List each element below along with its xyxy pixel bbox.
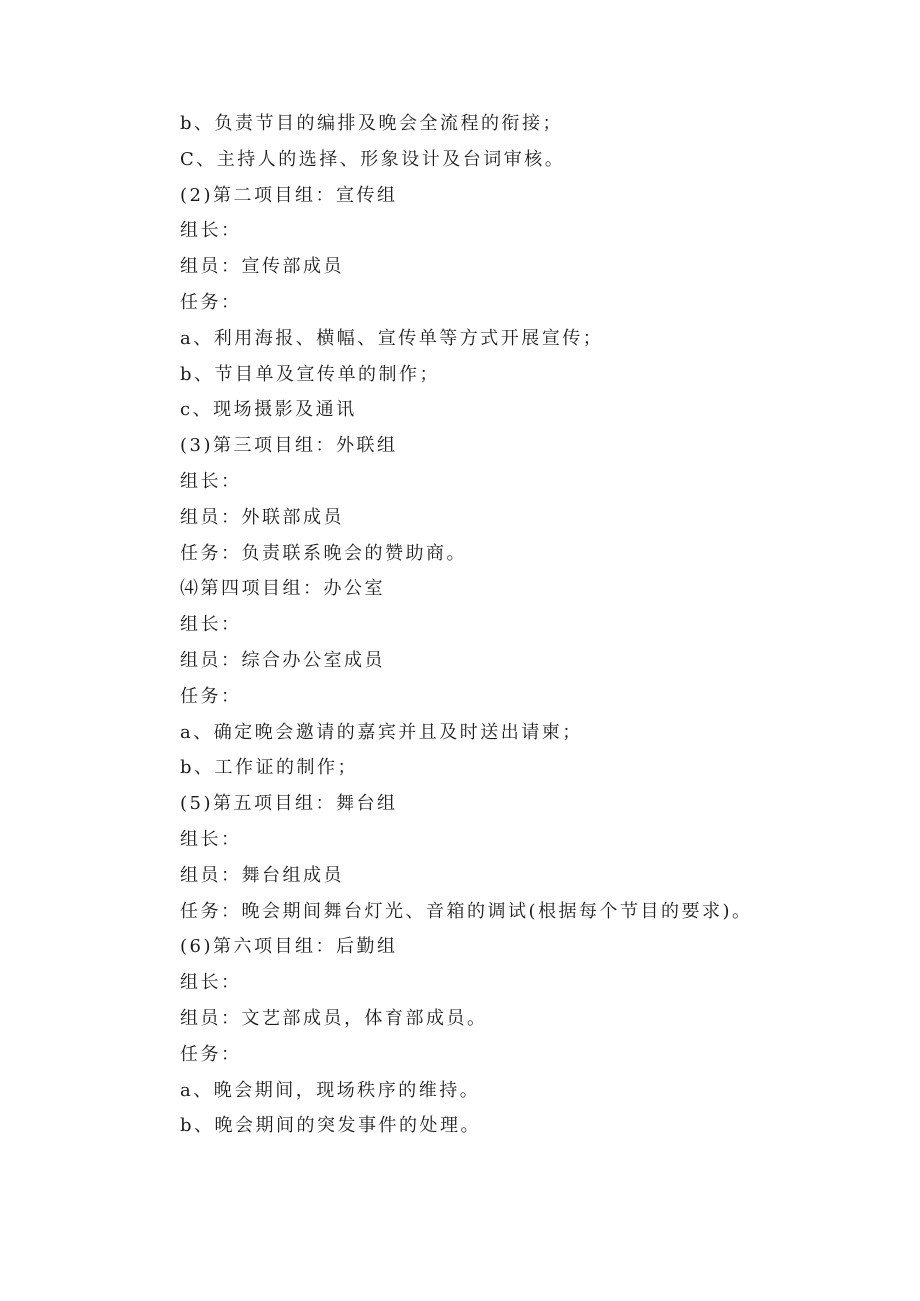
- task-item-b-work-pass: b、工作证的制作；: [180, 757, 359, 779]
- task-item-c-photography: c、现场摄影及通讯: [180, 399, 357, 421]
- task-item-b-emergencies: b、晚会期间的突发事件的处理。: [180, 1115, 482, 1137]
- group-members-line: 组员：宣传部成员: [180, 256, 344, 278]
- group-members-line: 组员：文艺部成员，体育部成员。: [180, 1007, 488, 1029]
- section-heading-office: ⑷第四项目组：办公室: [180, 578, 385, 600]
- group-leader-label: 组长：: [180, 972, 242, 994]
- tasks-line-stage: 任务：晚会期间舞台灯光、音箱的调试(根据每个节目的要求)。: [180, 900, 753, 922]
- section-heading-logistics-group: (6)第六项目组：后勤组: [180, 936, 398, 958]
- tasks-label: 任务：: [180, 291, 242, 313]
- tasks-label: 任务：: [180, 685, 242, 707]
- group-members-line: 组员：外联部成员: [180, 506, 344, 528]
- group-leader-label: 组长：: [180, 220, 242, 242]
- task-item-c-host-selection: C、主持人的选择、形象设计及台词审核。: [180, 148, 566, 170]
- group-leader-label: 组长：: [180, 614, 242, 636]
- group-members-line: 组员：综合办公室成员: [180, 649, 385, 671]
- group-members-line: 组员：舞台组成员: [180, 864, 344, 886]
- section-heading-stage-group: (5)第五项目组：舞台组: [180, 793, 398, 815]
- tasks-line-sponsors: 任务：负责联系晚会的赞助商。: [180, 542, 467, 564]
- task-item-b-program-arrangement: b、负责节目的编排及晚会全流程的衔接；: [180, 113, 564, 134]
- section-heading-publicity-group: (2)第二项目组：宣传组: [180, 184, 398, 206]
- document-body: [180, 106, 880, 1144]
- section-heading-liaison-group: (3)第三项目组：外联组: [180, 435, 398, 457]
- group-leader-label: 组长：: [180, 470, 242, 492]
- task-item-a-publicity: a、利用海报、横幅、宣传单等方式开展宣传；: [180, 327, 604, 349]
- tasks-label: 任务：: [180, 1043, 242, 1065]
- task-item-b-program-list: b、节目单及宣传单的制作；: [180, 363, 441, 385]
- task-item-a-order: a、晚会期间，现场秩序的维持。: [180, 1079, 481, 1101]
- group-leader-label: 组长：: [180, 828, 242, 850]
- task-item-a-guests: a、确定晚会邀请的嘉宾并且及时送出请柬；: [180, 721, 583, 743]
